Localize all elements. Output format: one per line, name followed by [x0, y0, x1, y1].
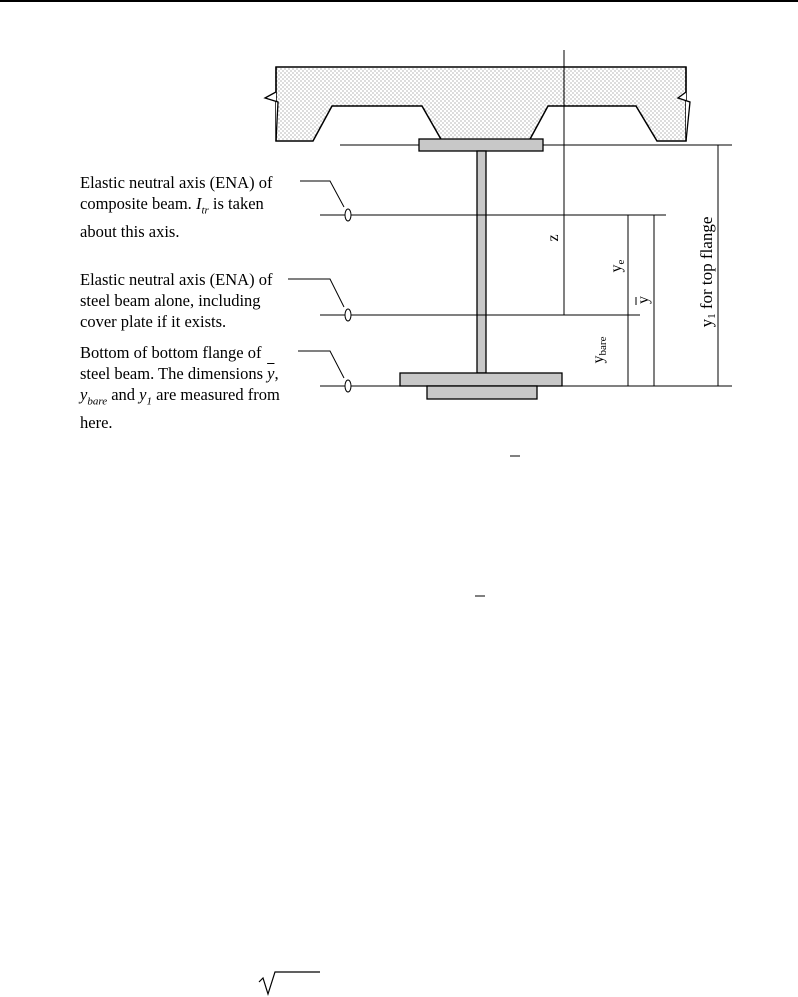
ybar-dimension-label: y [635, 296, 652, 304]
concrete-slab [276, 67, 686, 141]
ena-composite-line1: Elastic neutral axis (ENA) of [80, 173, 273, 192]
ena-composite-label [80, 172, 310, 242]
ye-dimension-label: ye [608, 259, 627, 273]
bottom-flange-label [80, 342, 320, 433]
cover-plate [427, 386, 537, 399]
ena-composite-marker [345, 209, 351, 221]
bottom-line2: steel beam. The dimensions $\overline{y}$, [80, 364, 279, 383]
bottom-flange [400, 373, 562, 386]
ena-composite-line3: about this axis. [80, 222, 180, 242]
bottom-marker [345, 380, 351, 392]
ena-steel-line3: cover plate if it exists. [80, 312, 227, 331]
ena-steel-line2: steel beam alone, including [80, 291, 261, 310]
ybare-dimension-label: ybare [590, 336, 609, 364]
top-flange [419, 139, 543, 151]
z-dimension-label: z [545, 234, 562, 242]
ena-steel-marker [345, 309, 351, 321]
bottom-line4: here. [80, 413, 113, 433]
ena-composite-line2: composite beam. $I_{tr}$ is taken [80, 194, 264, 217]
left-break-symbol [265, 67, 278, 141]
bottom-line3: $y_{bare}$ and $y_1$ are measured from [80, 385, 280, 408]
square-root-symbol [259, 972, 320, 994]
bottom-line1: Bottom of bottom flange of [80, 343, 262, 362]
y1-dimension-label: y1 for top flange [697, 216, 718, 328]
ena-steel-label [80, 269, 310, 332]
ena-steel-line1: Elastic neutral axis (ENA) of [80, 270, 273, 289]
web [477, 151, 486, 373]
